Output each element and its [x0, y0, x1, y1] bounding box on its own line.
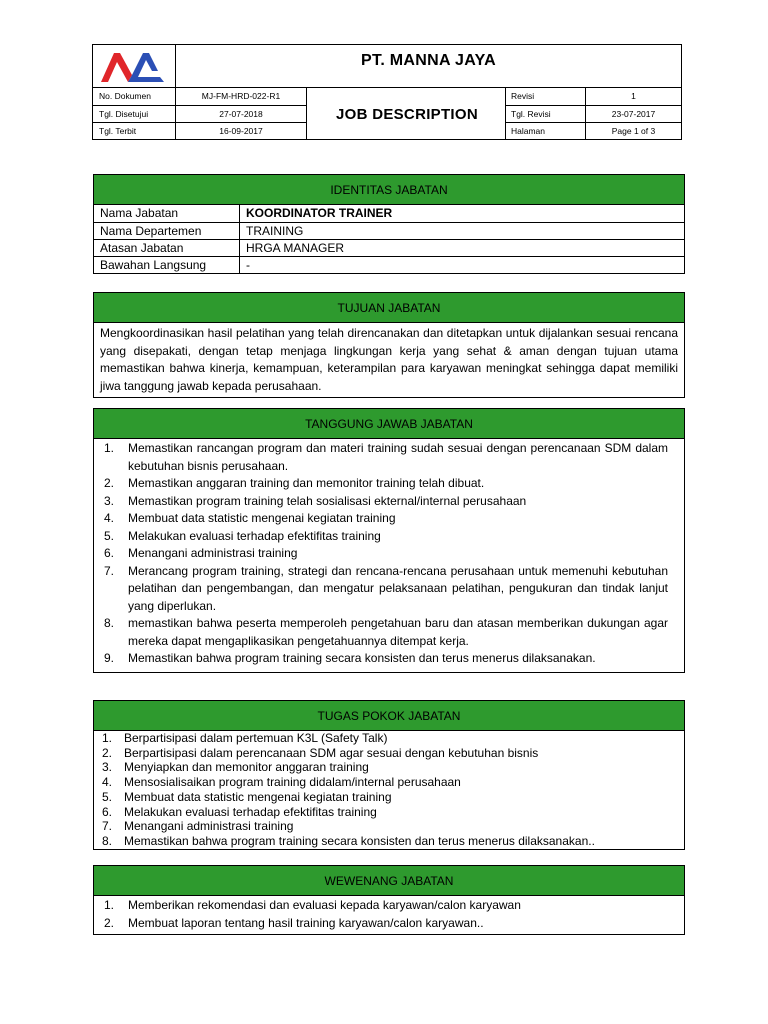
item-number: 5.	[104, 528, 115, 543]
item-text: Memastikan anggaran training dan memonitor training telah dibuat.	[128, 476, 485, 490]
item-text: Berpartisipasi dalam perencanaan SDM agar sesuai dengan kebutuhan bisnis	[124, 745, 539, 760]
item-text: Melakukan evaluasi terhadap efektifitas training	[128, 528, 381, 543]
item-number: 2.	[104, 915, 115, 930]
nama-departemen-value: TRAINING	[246, 224, 304, 238]
list-item	[94, 834, 684, 849]
item-number: 6.	[104, 546, 115, 560]
item-text: Memastikan bahwa program training secara konsisten dan terus menerus dilaksanakan.	[128, 651, 596, 665]
list-item	[94, 915, 684, 933]
item-number: 7.	[104, 563, 115, 578]
tgl-disetujui-value: 27-07-2018	[219, 109, 263, 119]
list-item	[94, 746, 684, 761]
item-number: 2.	[104, 476, 115, 490]
tgl-disetujui-label: Tgl. Disetujui	[99, 109, 149, 119]
identitas-table	[94, 205, 684, 273]
list-item	[94, 897, 684, 915]
company-logo	[93, 45, 175, 88]
list-item	[94, 493, 684, 511]
tanggung-jawab-section	[93, 408, 685, 673]
identitas-jabatan-section	[93, 174, 685, 274]
item-text: Memastikan bahwa program training secara konsisten dan terus menerus dilaksanakan..	[124, 833, 595, 848]
tanggung-jawab-list	[94, 439, 684, 672]
list-item	[94, 805, 684, 820]
list-item	[94, 775, 684, 790]
item-number: 1.	[104, 898, 115, 912]
section-heading: TUJUAN JABATAN	[94, 293, 684, 323]
list-item	[94, 615, 684, 650]
item-text: memastikan bahwa peserta memperoleh pengetahuan baru dan atasan memberikan dukungan agar mereka dapat mengaplikasikan pengetahuannya ditempat kerja.	[128, 616, 668, 648]
nama-departemen-label: Nama Departemen	[94, 223, 240, 239]
item-text: Memastikan rancangan program dan materi training sudah sesuai dengan perencanaan SDM dalam kebutuhan bisnis perusahaan.	[128, 441, 668, 473]
item-number: 4.	[104, 511, 115, 525]
nama-jabatan-label: Nama Jabatan	[94, 205, 240, 222]
no-dokumen-value: MJ-FM-HRD-022-R1	[201, 91, 281, 101]
list-item	[94, 731, 684, 746]
tgl-terbit-value: 16-09-2017	[219, 126, 263, 136]
tujuan-jabatan-section	[93, 292, 685, 398]
list-item	[94, 563, 684, 616]
item-number: 1.	[104, 441, 115, 455]
item-text: Mensosialisaikan program training didalam/internal perusahaan	[124, 775, 461, 790]
wewenang-list	[94, 896, 684, 934]
table-row	[94, 222, 684, 239]
item-number: 8.	[102, 833, 113, 848]
section-heading: TUGAS POKOK JABATAN	[94, 701, 684, 731]
item-text: Menangani administrasi training	[128, 546, 298, 560]
no-dokumen-label: No. Dokumen	[99, 91, 151, 101]
table-row	[94, 256, 684, 273]
list-item	[94, 475, 684, 493]
item-number: 4.	[102, 775, 113, 790]
tgl-revisi-label: Tgl. Revisi	[511, 109, 551, 119]
bawahan-langsung-value: -	[246, 258, 250, 272]
item-number: 9.	[104, 651, 115, 665]
atasan-jabatan-label: Atasan Jabatan	[94, 240, 240, 256]
list-item	[94, 545, 684, 563]
list-item	[94, 790, 684, 805]
item-text: Menangani administrasi training	[124, 819, 294, 834]
item-text: Memberikan rekomendasi dan evaluasi kepada karyawan/calon karyawan	[128, 898, 521, 912]
item-text: Merancang program training, strategi dan rencana-rencana perusahaan untuk memenuhi kebutuhan pelatihan dan pengembangan, dan mengatur pelaksanaan pelatihan, pengukuran dan tindak lanjut yang diperlukan.	[128, 563, 668, 613]
item-number: 3.	[102, 760, 113, 775]
document-header	[92, 44, 682, 140]
tgl-terbit-label: Tgl. Terbit	[99, 126, 137, 136]
item-text: Melakukan evaluasi terhadap efektifitas training	[124, 804, 377, 819]
item-number: 1.	[102, 731, 113, 745]
item-number: 5.	[102, 789, 113, 804]
section-heading: WEWENANG JABATAN	[94, 866, 684, 896]
list-item	[94, 528, 684, 546]
item-text: Berpartisipasi dalam pertemuan K3L (Safety Talk)	[124, 731, 388, 745]
halaman-label: Halaman	[511, 126, 546, 136]
atasan-jabatan-value: HRGA MANAGER	[246, 241, 345, 255]
tujuan-paragraph: Mengkoordinasikan hasil pelatihan yang telah direncanakan dan ditetapkan untuk dijalankan sesuai rencana yang disepakati, dengan tetap menjaga lingkungan kerja yang sehat & aman dengan tujuan utama memastikan bahwa kinerja, kemampuan, keterampilan para karyawan meningkat sehingga dapat memiliki jiwa tanggung jawab kepada perusahaan.	[100, 326, 678, 393]
item-text: Membuat data statistic mengenai kegiatan training	[124, 789, 392, 804]
item-text: Membuat laporan tentang hasil training karyawan/calon karyawan..	[128, 915, 484, 930]
wewenang-section	[93, 865, 685, 935]
list-item	[94, 440, 684, 475]
revisi-label: Revisi	[511, 91, 535, 101]
item-number: 2.	[102, 745, 113, 760]
section-heading: IDENTITAS JABATAN	[94, 175, 684, 205]
item-number: 6.	[102, 804, 113, 819]
list-item	[94, 760, 684, 775]
item-text: Membuat data statistic mengenai kegiatan training	[128, 511, 396, 525]
list-item	[94, 650, 684, 668]
tugas-pokok-list	[94, 731, 684, 849]
tgl-revisi-value: 23-07-2017	[611, 109, 656, 119]
item-number: 8.	[104, 616, 115, 630]
company-name: PT. MANNA JAYA	[361, 51, 496, 69]
halaman-value: Page 1 of 3	[611, 126, 656, 136]
item-number: 3.	[104, 493, 115, 508]
document-title: JOB DESCRIPTION	[335, 105, 479, 123]
item-number: 7.	[102, 819, 113, 834]
list-item	[94, 510, 684, 528]
section-heading: TANGGUNG JAWAB JABATAN	[94, 409, 684, 439]
table-row	[94, 205, 684, 222]
tugas-pokok-section	[93, 700, 685, 850]
table-row	[94, 239, 684, 256]
bawahan-langsung-label: Bawahan Langsung	[94, 257, 240, 273]
revisi-value: 1	[631, 91, 636, 101]
item-text: Menyiapkan dan memonitor anggaran training	[124, 760, 369, 775]
nama-jabatan-value: KOORDINATOR TRAINER	[246, 206, 393, 220]
item-text: Memastikan program training telah sosialisasi ekternal/internal perusahaan	[128, 493, 527, 508]
list-item	[94, 819, 684, 834]
